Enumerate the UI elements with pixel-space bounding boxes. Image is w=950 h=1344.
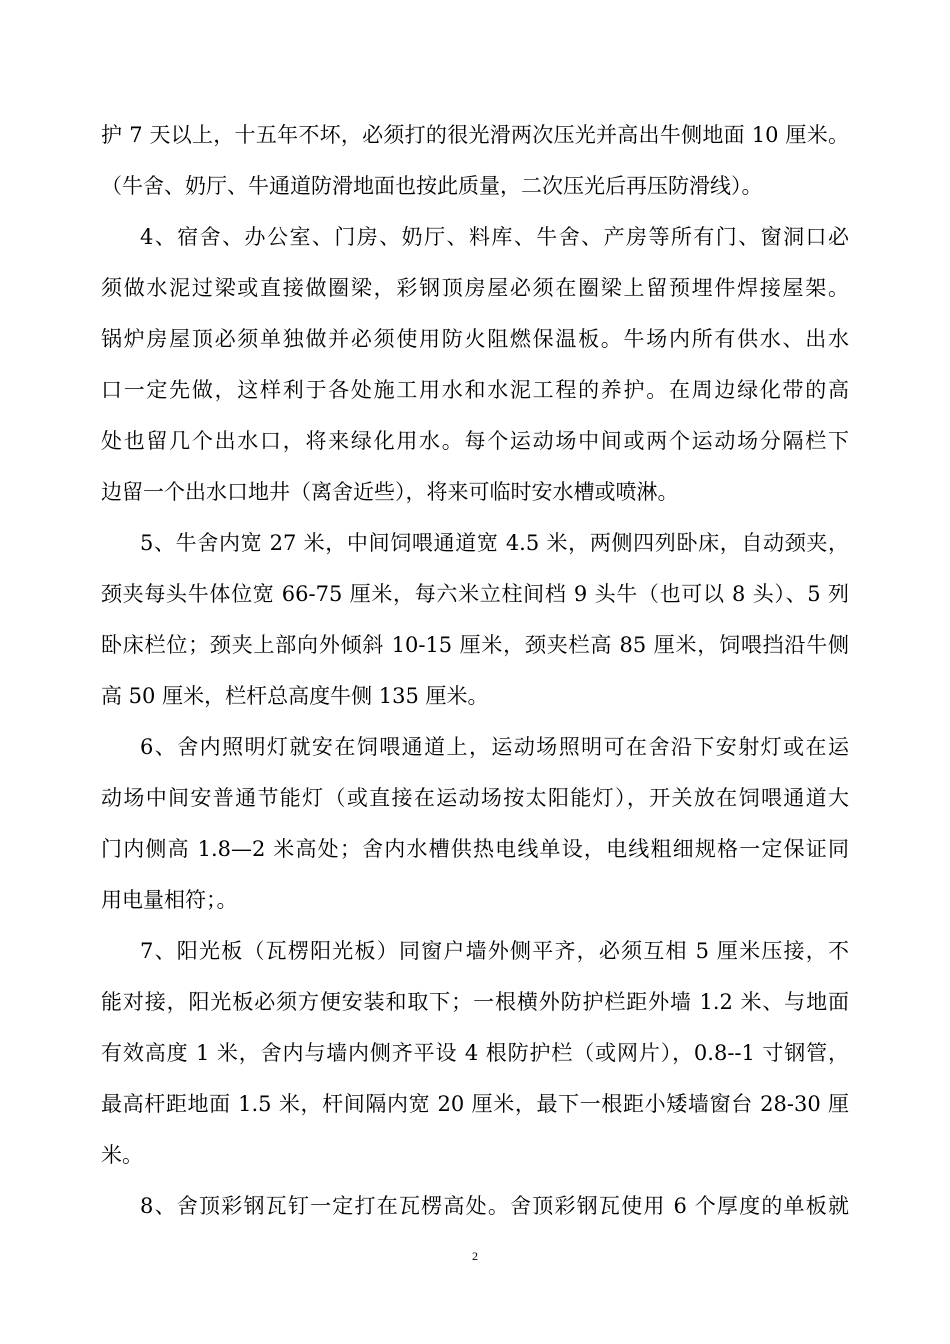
text-line: 动场中间安普通节能灯（或直接在运动场按太阳能灯），开关放在饲喂通道大	[101, 786, 849, 810]
text-line: 边留一个出水口地井（离舍近些），将来可临时安水槽或喷淋。	[101, 480, 679, 504]
text-line: 处也留几个出水口，将来绿化用水。每个运动场中间或两个运动场分隔栏下	[101, 429, 849, 453]
text-line: 护 7 天以上，十五年不坏，必须打的很光滑两次压光并高出牛侧地面 10 厘米。	[101, 123, 849, 147]
text-line: 锅炉房屋顶必须单独做并必须使用防火阻燃保温板。牛场内所有供水、出水	[101, 327, 849, 351]
text-line: 门内侧高 1.8—2 米高处；舍内水槽供热电线单设，电线粗细规格一定保证同	[101, 837, 849, 861]
text-line: 用电量相符；。	[101, 888, 238, 912]
text-line: 7、阳光板（瓦楞阳光板）同窗户墙外侧平齐，必须互相 5 厘米压接，不	[140, 939, 849, 963]
text-line: 最高杆距地面 1.5 米，杆间隔内宽 20 厘米，最下一根距小矮墙窗台 28-30 厘	[101, 1092, 849, 1116]
text-line: 卧床栏位；颈夹上部向外倾斜 10-15 厘米，颈夹栏高 85 厘米，饲喂挡沿牛侧	[101, 633, 849, 657]
text-line: （牛舍、奶厅、牛通道防滑地面也按此质量，二次压光后再压防滑线）。	[101, 174, 763, 198]
text-line: 6、舍内照明灯就安在饲喂通道上，运动场照明可在舍沿下安射灯或在运	[140, 735, 849, 759]
text-line: 口一定先做，这样利于各处施工用水和水泥工程的养护。在周边绿化带的高	[101, 378, 849, 402]
text-line: 5、牛舍内宽 27 米，中间饲喂通道宽 4.5 米，两侧四列卧床，自动颈夹，	[140, 531, 849, 555]
text-line: 高 50 厘米，栏杆总高度牛侧 135 厘米。	[101, 684, 489, 708]
text-line: 8、舍顶彩钢瓦钉一定打在瓦楞高处。舍顶彩钢瓦使用 6 个厚度的单板就	[140, 1194, 849, 1218]
text-line: 米。	[101, 1143, 143, 1167]
page-number: 2	[472, 1249, 478, 1263]
text-line: 有效高度 1 米，舍内与墙内侧齐平设 4 根防护栏（或网片），0.8--1 寸钢管，	[101, 1041, 849, 1065]
text-line: 须做水泥过梁或直接做圈梁，彩钢顶房屋必须在圈梁上留预埋件焊接屋架。	[101, 276, 849, 300]
text-line: 颈夹每头牛体位宽 66-75 厘米，每六米立柱间档 9 头牛（也可以 8 头）、5 列	[101, 582, 849, 606]
text-line: 能对接，阳光板必须方便安装和取下；一根横外防护栏距外墙 1.2 米、与地面	[101, 990, 849, 1014]
text-line: 4、宿舍、办公室、门房、奶厅、料库、牛舍、产房等所有门、窗洞口必	[140, 225, 849, 249]
